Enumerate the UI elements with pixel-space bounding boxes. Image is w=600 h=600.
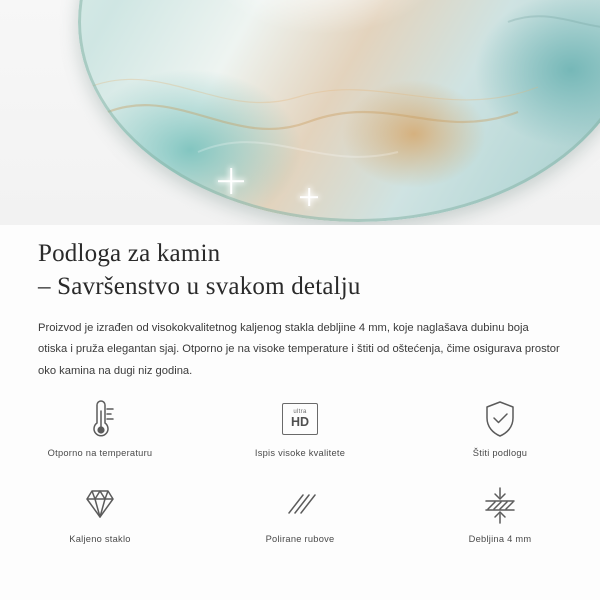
hero-image [0,0,600,225]
ultra-hd-bottom-text: HD [290,415,310,430]
feature-label: Štiti podlogu [472,448,528,458]
marble-glass-slab [78,0,600,222]
shield-check-icon [480,396,520,442]
feature-grid [0,396,600,564]
feature-item-print-quality [200,396,400,478]
thermometer-icon [80,396,120,442]
feature-item-polished-edges [200,482,400,564]
feature-item-protection [400,396,600,478]
ultra-hd-icon [282,396,318,442]
feature-label: Otporno na temperaturu [47,448,153,458]
diamond-icon [78,482,122,528]
feature-item-thickness [400,482,600,564]
headline-line-2: – Savršenstvo u svakom detalju [38,273,361,301]
feature-label: Polirane rubove [265,534,335,544]
feature-item-temperature [0,396,200,478]
marble-veins [78,0,600,222]
feature-label: Debljina 4 mm [468,534,532,544]
headline-line-1: Podloga za kamin [38,240,221,267]
feature-item-tempered-glass [0,482,200,564]
ultra-hd-top-text: ultra [293,409,307,416]
feature-label: Kaljeno staklo [69,534,131,544]
feature-label: Ispis visoke kvalitete [254,448,346,458]
page-title [0,225,600,304]
description-paragraph: Proizvod je izrađen od visokokvalitetnog kaljenog stakla debljine 4 mm, koje naglašava dubinu boja otiska i pruža elegantan sjaj. Otporno je na visoke temperature i štiti od oštećenja, čime osigurava prostor oko kamina na dugi niz godina. [38,321,560,378]
text-content [0,225,600,383]
polished-edges-icon [279,482,321,528]
thickness-icon [479,482,521,528]
